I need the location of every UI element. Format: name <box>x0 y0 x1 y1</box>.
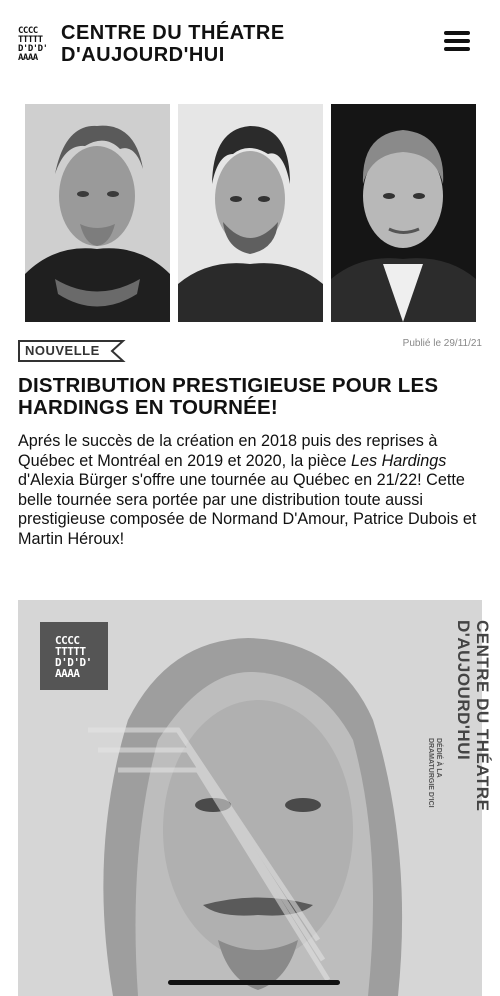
poster-vertical-title <box>454 620 492 811</box>
poster-subtitle-line: DRAMATURGIE D'ICI <box>427 738 434 808</box>
logo-line: AAAA <box>18 53 38 63</box>
site-title-line: CENTRE DU THÉATRE <box>61 22 285 44</box>
article-body-text: d'Alexia Bürger s'offre une tournée au Québec en 21/22! Cette belle tournée sera portée par une distribution toute aussi prestigieuse composée de Normand D'Amour, Patrice Dubois et Martin Héroux! <box>18 471 477 548</box>
category-tag-label: NOUVELLE <box>25 343 100 358</box>
poster-title-line: D'AUJOURD'HUI <box>454 620 473 761</box>
logo-line: D'D'D' <box>18 44 48 54</box>
logo-line: TTTTT <box>18 35 43 45</box>
portrait-photo <box>178 104 323 322</box>
cast-photo-strip <box>25 104 476 322</box>
poster-logo-line: CCCC <box>55 634 80 647</box>
logo-line: CCCC <box>18 26 38 36</box>
site-title[interactable] <box>61 22 285 66</box>
site-logo[interactable] <box>18 27 52 63</box>
portrait-photo <box>331 104 476 322</box>
poster-title-line: CENTRE DU THÉATRE <box>473 620 492 812</box>
site-title-line: D'AUJOURD'HUI <box>61 44 225 66</box>
promo-poster[interactable] <box>18 600 492 996</box>
site-header <box>0 0 500 86</box>
poster-logo <box>40 622 108 690</box>
poster-logo-line: AAAA <box>55 667 80 680</box>
poster-subtitle-line: DÉDIÉ À LA <box>435 738 442 778</box>
publish-date: Publié le 29/11/21 <box>402 338 482 349</box>
article-headline[interactable]: DISTRIBUTION PRESTIGIEUSE POUR LES HARDINGS EN TOURNÉE! <box>18 374 439 419</box>
poster-logo-line: TTTTT <box>55 645 86 658</box>
play-title: Les Hardings <box>350 451 447 470</box>
poster-logo-line: D'D'D' <box>55 656 92 669</box>
hamburger-menu-icon[interactable] <box>444 31 470 51</box>
home-indicator[interactable] <box>168 980 340 985</box>
article-body-text: Aprés le succès de la création en 2018 puis des reprises à Québec et Montréal en 2019 et 2020, la pièce <box>18 432 438 470</box>
poster-subtitle <box>426 738 442 808</box>
article-body <box>18 432 488 549</box>
portrait-photo <box>25 104 170 322</box>
